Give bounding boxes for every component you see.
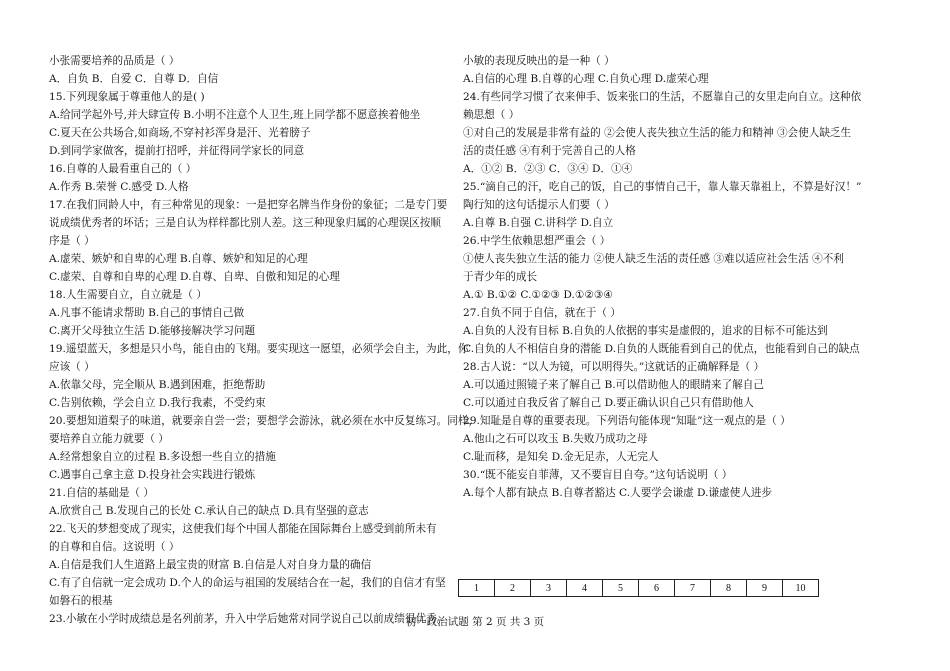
question-line: C.虚荣、自尊和自卑的心理 D.自尊、自卑、自傲和知足的心理 — [49, 271, 340, 283]
question-line: 小敏的表现反映出的是一种（ ） — [463, 55, 615, 67]
question-line: 要培养自立能力就要（ ） — [49, 433, 169, 445]
question-line: A.自信的心理 B.自尊的心理 C.自负心理 D.虚荣心理 — [463, 73, 709, 85]
question-line: A.作秀 B.荣誉 C.感受 D.人格 — [49, 181, 189, 193]
question-line: 的自尊和自信。这说明（ ） — [49, 541, 180, 553]
question-line: 小张需要培养的品质是（ ） — [49, 55, 180, 67]
answer-number-cell: 3 — [531, 580, 567, 597]
question-line: A.欣赏自己 B.发现自己的长处 C.承认自己的缺点 D.具有坚强的意志 — [49, 505, 369, 517]
question-line: C.自负的人不相信自身的潜能 D.自负的人既能看到自己的优点，也能看到自己的缺点 — [463, 343, 860, 355]
question-line: A.给同学起外号,并大肆宣传 B.小明不注意个人卫生,班上同学都不愿意挨着他坐 — [49, 109, 421, 121]
answer-number-cell: 10 — [783, 580, 819, 597]
question-line: ①对自己的发展是非常有益的 ②会使人丧失独立生活的能力和精神 ③会使人缺乏生 — [463, 127, 852, 139]
question-line: 24.有些同学习惯了衣来伸手、饭来张口的生活，不愿靠自己的女里走向自立。这种依 — [463, 91, 862, 103]
question-line: D.到同学家做客，提前打招呼，并征得同学家长的同意 — [49, 145, 305, 157]
question-line: 17.在我们同龄人中，有三种常见的现象：一是把穿名牌当作身份的象征；二是专门要 — [49, 199, 448, 211]
question-line: 15.下列现象属于尊重他人的是( ) — [49, 91, 205, 103]
question-line: 赖思想（ ） — [463, 109, 520, 121]
question-line: 如磐石的根基 — [49, 595, 113, 607]
question-line: A．自负 B．自爱 C．自尊 D．自信 — [49, 73, 219, 85]
question-line: 22.飞天的梦想变成了现实，这使我们每个中国人都能在国际舞台上感受到前所未有 — [49, 523, 437, 535]
question-line: C.离开父母独立生活 D.能够接解决学习问题 — [49, 325, 256, 337]
question-line: 16.自尊的人最看重自己的（ ） — [49, 163, 197, 175]
answer-number-cell: 6 — [639, 580, 675, 597]
question-line: A.经常想象自立的过程 B.多设想一些自立的措施 — [49, 451, 276, 463]
question-line: 活的责任感 ④有利于完善自己的人格 — [463, 145, 636, 157]
question-line: ①使人丧失独立生活的能力 ②使人缺乏生活的责任感 ③难以适应社会生活 ④不利 — [463, 253, 844, 265]
question-line: 25.“滴自己的汗，吃自己的饭，自己的事情自己干，靠人靠天靠祖上，不算是好汉！” — [463, 181, 862, 193]
question-line: 陶行知的这句话提示人们要（ ） — [463, 199, 615, 211]
answer-number-cell: 4 — [567, 580, 603, 597]
question-line: C.可以通过自我反省了解自己 D.要正确认识自己只有借助他人 — [463, 397, 754, 409]
question-line: 30.“既不能妄自菲薄，又不要盲目自夸。”这句话说明（ ） — [463, 469, 733, 481]
answer-number-cell: 9 — [747, 580, 783, 597]
question-line: C.夏天在公共场合,如商场,不穿衬衫浑身是汗、光着膀子 — [49, 127, 311, 139]
question-line: 于青少年的成长 — [463, 271, 538, 283]
question-line: 序是（ ） — [49, 235, 95, 247]
question-line: C.遇事自己拿主意 D.投身社会实践进行锻炼 — [49, 469, 256, 481]
question-line: A.自尊 B.自强 C.讲科学 D.自立 — [463, 217, 614, 229]
question-line: A．①② B．②③ C．③④ D．①④ — [463, 163, 633, 175]
question-line: 应该（ ） — [49, 361, 95, 373]
answer-number-cell: 8 — [711, 580, 747, 597]
question-line: C.告别依赖，学会自立 D.我行我素，不受约束 — [49, 397, 266, 409]
answer-number-cell: 1 — [459, 580, 495, 597]
question-line: 说成绩优秀者的坏话；三是自认为样样都比别人差。这三种现象归属的心理误区按顺 — [49, 217, 441, 229]
question-line: A.① B.①② C.①②③ D.①②③④ — [463, 289, 613, 301]
answer-table — [458, 579, 819, 597]
question-line: A.虚荣、嫉妒和自卑的心理 B.自尊、嫉妒和知足的心理 — [49, 253, 308, 265]
answer-number-row — [459, 580, 819, 597]
question-line: 27.自负不同于自信，就在于（ ） — [463, 307, 621, 319]
question-line: A.自负的人没有目标 B.自负的人依据的事实是虚假的，追求的目标不可能达到 — [463, 325, 828, 337]
question-line: A.自信是我们人生道路上最宝贵的财富 B.自信是人对自身力量的确信 — [49, 559, 372, 571]
right-column — [463, 52, 862, 502]
question-line: C.耻而移，是知矣 D.金无足赤，人无完人 — [463, 451, 659, 463]
answer-number-cell: 2 — [495, 580, 531, 597]
question-line: 28.古人说：“以人为镜，可以明得失。”这就话的正确解释是（ ） — [463, 361, 765, 373]
question-line: 29.知耻是自尊的重要表现。下列语句能体现“知耻”这一观点的是（ ） — [463, 415, 791, 427]
question-line: 26.中学生依赖思想严重会（ ） — [463, 235, 611, 247]
question-line: A.凡事不能请求帮助 B.自己的事情自己做 — [49, 307, 245, 319]
question-line: 21.自信的基础是（ ） — [49, 487, 154, 499]
question-line: C.有了自信就一定会成功 D.个人的命运与祖国的发展结合在一起，我们的自信才有坚 — [49, 577, 446, 589]
question-line: 18.人生需要自立，自立就是（ ） — [49, 289, 207, 301]
answer-number-cell: 7 — [675, 580, 711, 597]
question-line: A.可以通过照镜子来了解自己 B.可以借助他人的眼睛来了解自己 — [463, 379, 764, 391]
answer-number-cell: 5 — [603, 580, 639, 597]
question-line: 20.要想知道梨子的味道，就要亲自尝一尝；要想学会游泳，就必须在水中反复练习。同样， — [49, 415, 480, 427]
page-footer: 初一政治试题 第 2 页 共 3 页 — [405, 616, 545, 628]
question-line: 19.遥望蓝天，多想是只小鸟，能自由的飞翔。要实现这一愿望，必须学会自主，为此，你 — [49, 343, 469, 355]
question-line: A.依靠父母，完全顺从 B.遇到困难，拒绝帮助 — [49, 379, 266, 391]
question-line: A.每个人都有缺点 B.自尊者豁达 C.人要学会谦虚 D.谦虚使人进步 — [463, 487, 773, 499]
question-line: A.他山之石可以攻玉 B.失败乃成功之母 — [463, 433, 648, 445]
question-line: 23.小敏在小学时成绩总是名列前茅，升入中学后她常对同学说自己以前成绩很优秀。 — [49, 613, 448, 625]
